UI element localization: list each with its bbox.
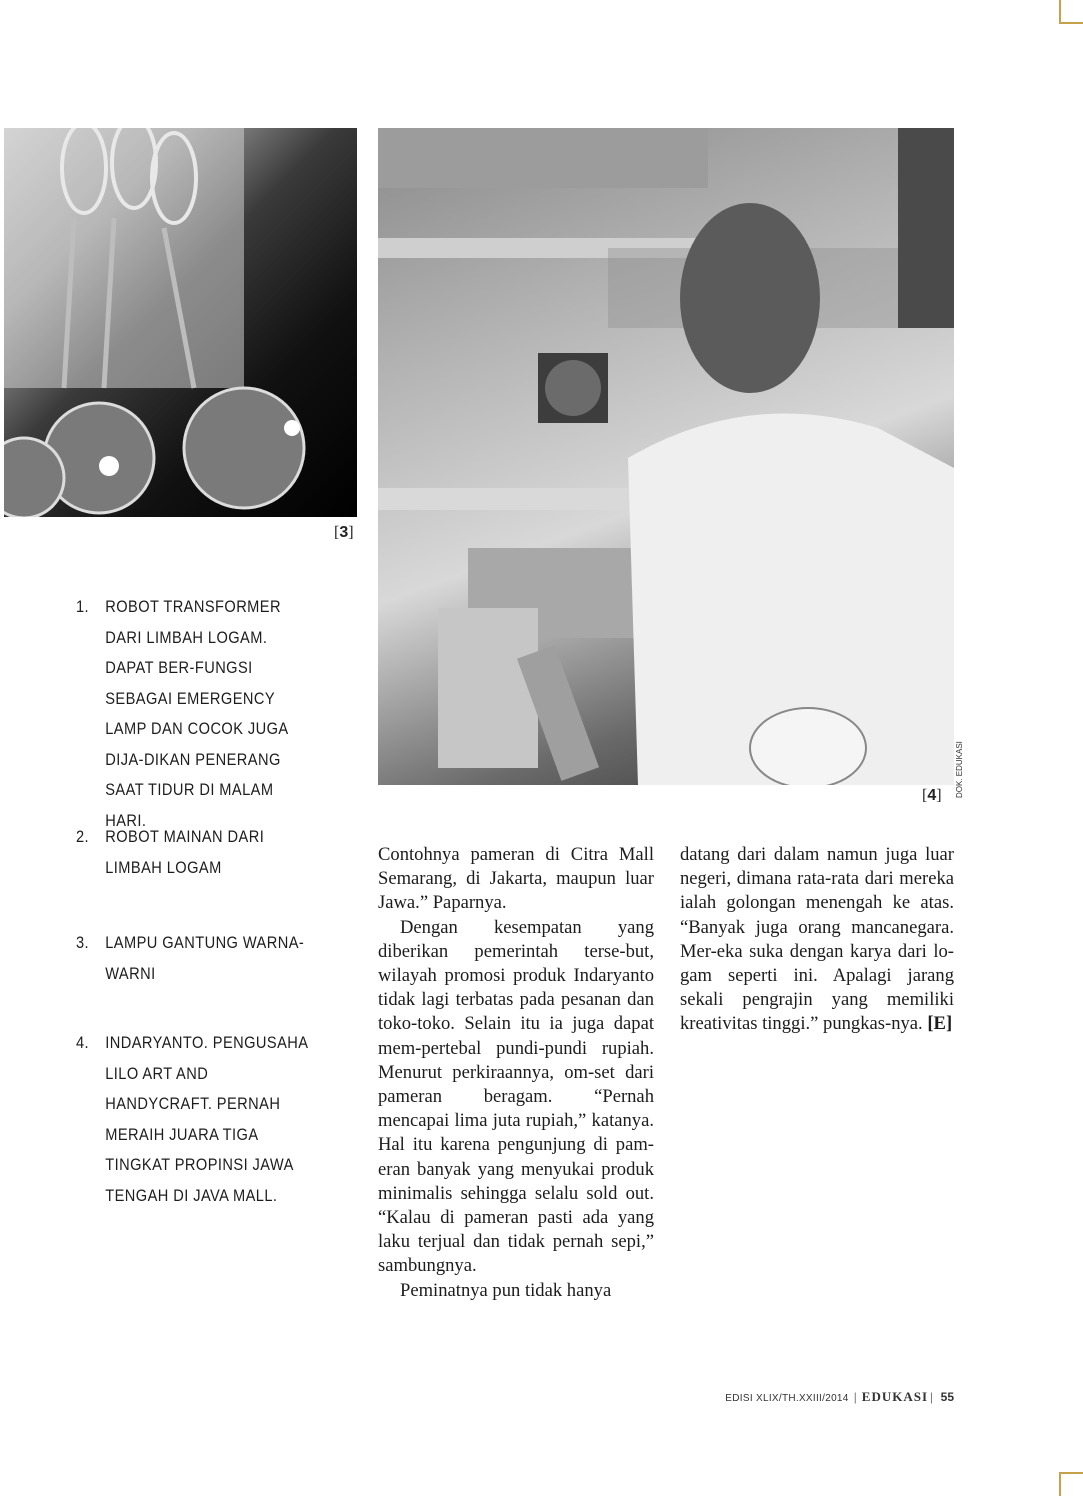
corner-mark-top-right	[1059, 0, 1083, 24]
corner-mark-bottom-right	[1059, 1472, 1083, 1496]
article-paragraph: Dengan kesempatan yang diberikan pemerintah terse-but, wilayah promosi produk Indaryanto tidak lagi terbatas pada pesanan dan toko-toko. Selain itu ia juga dapat mem-pertebal pundi-pundi rupiah. Menurut perkiraannya, om-set dari pameran beragam. “Pernah mencapai lima juta rupiah,” katanya. Hal itu karena pengunjung di pam-eran banyak yang menyukai produk minimalis sehingga selalu sold out. “Kalau di pameran pasti ada yang laku terjual dan tidak pernah sepi,” sambungnya.	[378, 916, 654, 1277]
article-paragraph: Peminatnya pun tidak hanya	[400, 1279, 612, 1301]
photo-captions-list	[76, 592, 356, 1211]
end-mark: [E]	[927, 1013, 953, 1035]
caption-text: ROBOT MAINAN DARI LIMBAH LOGAM	[105, 827, 265, 877]
article-column-1	[378, 843, 654, 1303]
caption-text: INDARYANTO. PENGUSAHA LILO ART AND HANDYCRAFT. PERNAH MERAIH JUARA TIGA TINGKAT PROPINSI JAWA TENGAH DI JAVA MALL.	[105, 1033, 308, 1205]
article-paragraph: Contohnya pameran di Citra Mall Semarang, di Jakarta, maupun luar Jawa.” Paparnya.	[378, 844, 654, 914]
photo-3-number: [3]	[334, 524, 354, 541]
caption-item: 2. ROBOT MAINAN DARI LIMBAH LOGAM	[76, 827, 265, 877]
edition-label: EDISI XLIX/TH.XXIII/2014	[725, 1393, 849, 1404]
caption-text: LAMPU GANTUNG WARNA-WARNI	[105, 933, 305, 983]
article-paragraph: datang dari dalam namun juga luar negeri, dimana rata-rata dari mereka ialah golongan menengah ke atas. “Banyak juga orang mancanegara. Mer-eka suka dengan karya dari lo-gam seperti ini. Apalagi jarang sekali pengrajin yang memiliki kreativitas tinggi.” pungkas-nya. [E]	[680, 844, 954, 1035]
caption-text: ROBOT TRANSFORMER DARI LIMBAH LOGAM. DAPAT BER-FUNGSI SEBAGAI EMERGENCY LAMP DAN COCOK JUGA DIJA-DIKAN PENERANG SAAT TIDUR DI MALAM HARI.	[105, 597, 288, 830]
photo-hanging-lamps	[4, 128, 357, 517]
caption-item: 1. ROBOT TRANSFORMER DARI LIMBAH LOGAM. DAPAT BER-FUNGSI SEBAGAI EMERGENCY LAMP DAN COCOK JUGA DIJA-DIKAN PENERANG SAAT TIDUR DI MALAM HARI.	[76, 597, 288, 830]
article-column-2	[680, 843, 954, 1037]
photo-indaryanto-workshop	[378, 128, 954, 785]
magazine-name: EDUKASI	[861, 1389, 929, 1404]
photo-credit: DOK. EDUKASI	[955, 741, 964, 798]
caption-item: 3. LAMPU GANTUNG WARNA-WARNI	[76, 933, 305, 983]
photo-4-number: [4]	[922, 787, 942, 804]
workshop-illustration	[378, 128, 954, 785]
page-footer: EDISI XLIX/TH.XXIII/2014 | EDUKASI | 55	[725, 1389, 954, 1404]
hanging-lamps-illustration	[4, 128, 357, 517]
caption-item: 4. INDARYANTO. PENGUSAHA LILO ART AND HANDYCRAFT. PERNAH MERAIH JUARA TIGA TINGKAT PROPINSI JAWA TENGAH DI JAVA MALL.	[76, 1033, 308, 1205]
page-number: 55	[940, 1390, 954, 1404]
